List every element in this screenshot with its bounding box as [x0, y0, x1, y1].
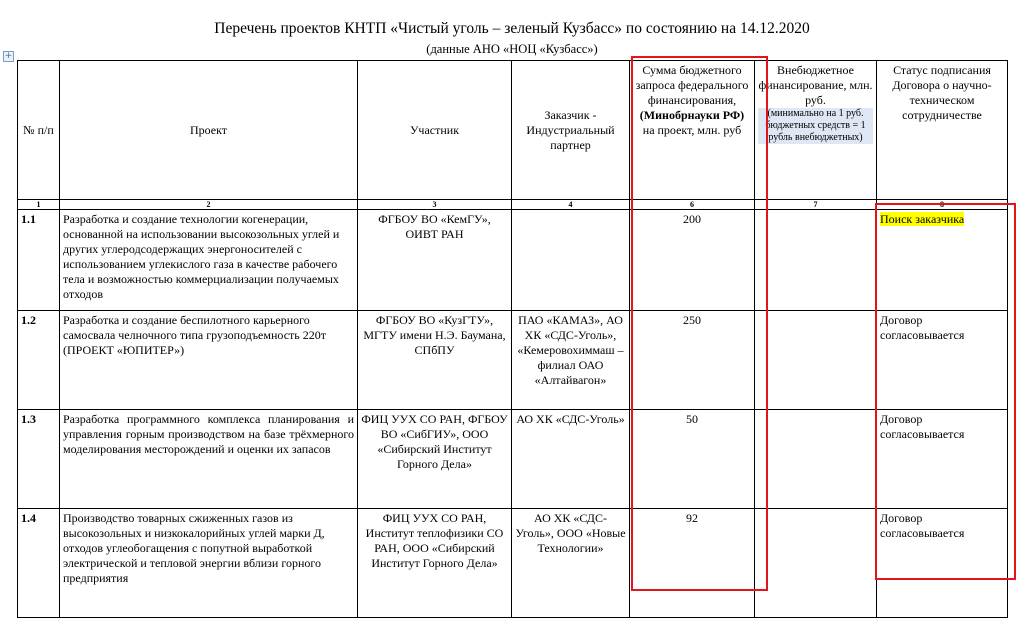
row-customer: ПАО «КАМАЗ», АО ХК «СДС-Уголь», «Кемеровохиммаш – филиал ОАО «Алтайвагон» — [512, 311, 630, 410]
header-extra-text: Внебюджетное финансирование, млн. руб. — [758, 63, 873, 107]
row-participant: ФИЦ УУХ СО РАН, Институт теплофизики СО РАН, ООО «Сибирский Институт Горного Дела» — [358, 509, 512, 618]
header-row — [18, 61, 1008, 200]
row-sum: 50 — [630, 410, 755, 509]
column-number-row — [18, 200, 1008, 210]
table-move-handle-icon[interactable]: + — [4, 51, 13, 61]
row-id: 1.2 — [18, 311, 60, 410]
row-project: Производство товарных сжиженных газов из высокозольных и низкокалорийных углей марки Д, отходов углеобогащения с попутной выработкой электрической и тепловой энергии вблизи горного предприятия — [60, 509, 358, 618]
row-customer — [512, 210, 630, 311]
col-number: 3 — [358, 200, 512, 210]
table-row — [18, 311, 1008, 410]
header-project: Проект — [60, 61, 358, 200]
col-number: 2 — [60, 200, 358, 210]
row-project: Разработка и создание технологии когенерации, основанной на использовании высокозольных углей и других углеродсодержащих энергоносителей с использованием углекислого газа в качестве рабочего тела и возможностью коммерциализации получаемых отходов — [60, 210, 358, 311]
row-project: Разработка программного комплекса планирования и управления горным производством на базе трёхмерного моделирования месторождений и оценки их запасов — [60, 410, 358, 509]
col-number: 7 — [755, 200, 877, 210]
header-sum-text: Сумма бюджетного запроса федерального финансирования, — [635, 63, 749, 107]
row-project: Разработка и создание беспилотного карьерного самосвала челночного типа грузоподъемность 220т (ПРОЕКТ «ЮПИТЕР») — [60, 311, 358, 410]
row-status — [877, 210, 1008, 311]
row-id: 1.3 — [18, 410, 60, 509]
row-id: 1.1 — [18, 210, 60, 311]
table-row — [18, 410, 1008, 509]
row-sum: 250 — [630, 311, 755, 410]
col-number: 1 — [18, 200, 60, 210]
header-customer: Заказчик - Индустриальный партнер — [512, 61, 630, 200]
header-status: Статус подписания Договора о научно-техническом сотрудничестве — [877, 61, 1008, 200]
header-sum — [630, 61, 755, 200]
row-status: Договор согласовывается — [877, 509, 1008, 618]
header-sum-unit: на проект, млн. руб — [642, 123, 742, 137]
table-row — [18, 509, 1008, 618]
row-sum: 92 — [630, 509, 755, 618]
header-no: № п/п — [18, 61, 60, 200]
projects-table — [17, 60, 1008, 618]
document-subtitle: (данные АНО «НОЦ «Кузбасс») — [426, 42, 598, 56]
row-participant: ФИЦ УУХ СО РАН, ФГБОУ ВО «СибГИУ», ООО «Сибирский Институт Горного Дела» — [358, 410, 512, 509]
row-customer: АО ХК «СДС-Уголь» — [512, 410, 630, 509]
header-participant: Участник — [358, 61, 512, 200]
header-extra — [755, 61, 877, 200]
row-extra — [755, 210, 877, 311]
row-status: Договор согласовывается — [877, 410, 1008, 509]
col-number: 8 — [877, 200, 1008, 210]
row-status: Договор согласовывается — [877, 311, 1008, 410]
row-participant: ФГБОУ ВО «КузГТУ», МГТУ имени Н.Э. Баумана, СПбПУ — [358, 311, 512, 410]
row-sum: 200 — [630, 210, 755, 311]
status-highlight: Поиск заказчика — [880, 212, 965, 226]
col-number: 6 — [630, 200, 755, 210]
header-extra-note: (минимально на 1 руб. бюджетных средств = 1 рубль внебюджетных) — [758, 108, 873, 144]
row-extra — [755, 311, 877, 410]
row-customer: АО ХК «СДС-Уголь», ООО «Новые Технологии» — [512, 509, 630, 618]
document-title: Перечень проектов КНТП «Чистый уголь – зеленый Кузбасс» по состоянию на 14.12.2020 — [214, 20, 810, 37]
row-extra — [755, 509, 877, 618]
col-number: 4 — [512, 200, 630, 210]
row-id: 1.4 — [18, 509, 60, 618]
header-sum-ministry: (Минобрнауки РФ) — [639, 108, 745, 122]
table-row — [18, 210, 1008, 311]
row-participant: ФГБОУ ВО «КемГУ», ОИВТ РАН — [358, 210, 512, 311]
row-extra — [755, 410, 877, 509]
